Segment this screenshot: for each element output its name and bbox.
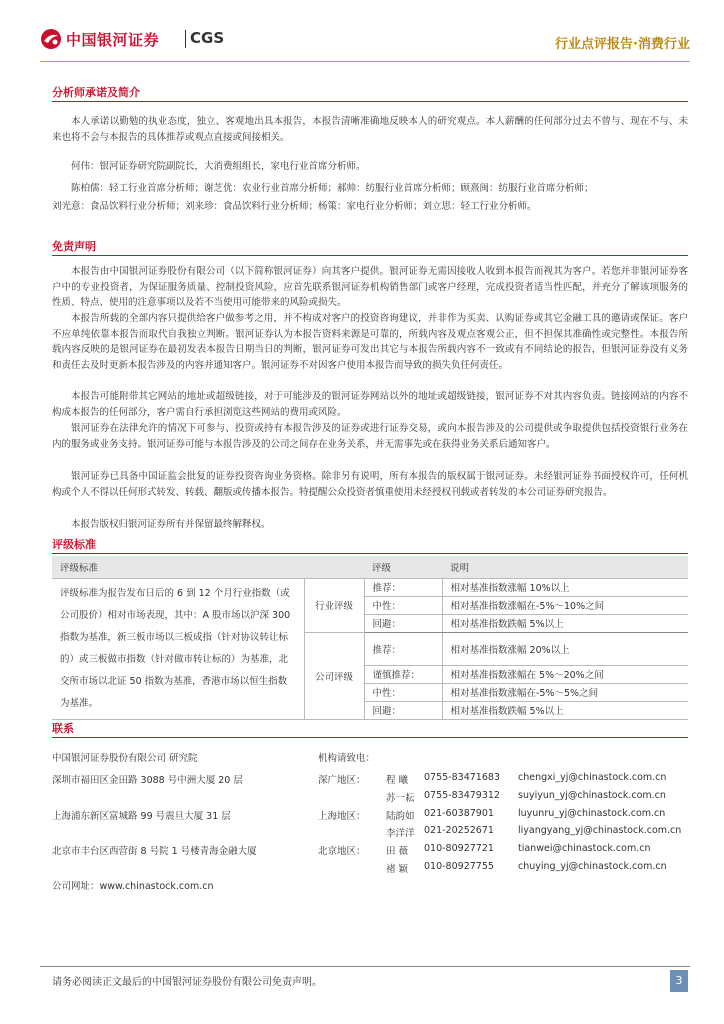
industry-rating-desc: 相对基准指数跌幅 5%以上 (442, 614, 688, 632)
contact-email[interactable]: chengxi_yj@chinastock.com.cn (518, 772, 667, 783)
company-rating-name: 中性： (364, 683, 442, 701)
footer-disclaimer-note: 请务必阅读正文最后的中国银河证券股份有限公司免责声明。 (52, 977, 322, 988)
analyst-section-rule (52, 101, 688, 102)
address-beijing: 北京市丰台区西营街 8 号院 1 号楼青海金融大厦 (52, 846, 257, 857)
industry-rating-desc: 相对基准指数涨幅在-5%～10%之间 (442, 596, 688, 614)
company-rating-name: 回避： (364, 701, 442, 719)
contact-phone[interactable]: 021-20252671 (424, 825, 494, 836)
contacts-section-rule (52, 737, 688, 738)
logo-chinese-name: 中国银河证券 (66, 31, 160, 49)
contact-phone[interactable]: 021-60387901 (424, 808, 494, 819)
rating-table-header (52, 556, 688, 578)
disclaimer-paragraph-6: 本报告版权归银河证券所有并保留最终解释权。 (71, 519, 271, 530)
contact-region: 上海地区： (318, 811, 366, 822)
company-rating-name: 推荐： (364, 632, 442, 665)
contact-region: 深广地区： (318, 775, 366, 786)
rating-header-description: 说明 (442, 556, 688, 578)
disclaimer-paragraph-5: 银河证券已具备中国证监会批复的证券投资咨询业务资格。除非另有说明，所有本报告的版权属于银河证券。未经银河证券书面授权许可，任何机构或个人不得以任何形式转发、转载、翻版或传播本报告。特提醒公众投资者慎重使用未经授权刊载或者转发的本公司证券研究报告。 (52, 471, 688, 498)
sales-contact-label: 机构请致电： (318, 753, 376, 764)
address-shanghai: 上海浦东新区富城路 99 号震旦大厦 31 层 (52, 811, 231, 822)
industry-rating-desc: 相对基准指数涨幅 10%以上 (442, 578, 688, 596)
contact-name: 程 曦 (386, 775, 409, 786)
contact-phone[interactable]: 0755-83471683 (424, 772, 500, 783)
contact-email[interactable]: chuying_yj@chinastock.com.cn (518, 861, 667, 872)
industry-rating-name: 中性： (364, 596, 442, 614)
research-institute-name: 中国银河证券股份有限公司 研究院 (52, 753, 198, 764)
company-website[interactable]: 公司网址：www.chinastock.com.cn (52, 881, 214, 892)
disclaimer-paragraph-4: 银河证券在法律允许的情况下可参与、投资或持有本报告涉及的证券或进行证券交易，或向本报告涉及的公司提供或争取提供包括投资银行业务在内的服务或业务支持。银河证券可能与本报告涉及的公司之间存在业务关系，并无需事先或在获得业务关系后通知客户。 (52, 423, 688, 450)
contact-email[interactable]: luyunru_yj@chinastock.com.cn (518, 808, 666, 819)
rating-header-rating: 评级 (364, 556, 442, 578)
analyst-list-line-2: 刘光意：食品饮料行业分析师；刘来珍：食品饮料行业分析师；杨策：家电行业分析师；刘立思：轻工行业分析师。 (52, 201, 537, 212)
address-shenzhen: 深圳市福田区金田路 3088 号中洲大厦 20 层 (52, 775, 243, 786)
company-rating-desc: 相对基准指数涨幅 20%以上 (442, 632, 688, 665)
company-rating-desc: 相对基准指数跌幅 5%以上 (442, 701, 688, 719)
analyst-section-title: 分析师承诺及简介 (52, 86, 140, 99)
contact-phone[interactable]: 0755-83479312 (424, 790, 500, 801)
industry-rating-name: 推荐： (364, 578, 442, 596)
contact-email[interactable]: liyangyang_yj@chinastock.com.cn (518, 825, 682, 836)
lead-analyst-bio: 何伟：银河证券研究院副院长，大消费组组长，家电行业首席分析师。 (71, 161, 366, 172)
disclaimer-section-rule (52, 255, 688, 256)
company-rating-desc: 相对基准指数涨幅在 5%～20%之间 (442, 665, 688, 683)
disclaimer-section-title: 免责声明 (52, 240, 96, 253)
header-divider (40, 61, 690, 62)
cgs-logo-icon (40, 28, 62, 50)
contact-phone[interactable]: 010-80927721 (424, 843, 494, 854)
company-rating-name: 谨慎推荐： (364, 665, 442, 683)
disclaimer-paragraph-1: 本报告由中国银河证券股份有限公司（以下简称银河证券）向其客户提供。银河证券无需因接收人收到本报告而视其为客户。若您并非银河证券客户中的专业投资者，为保证服务质量、控制投资风险，应首先联系银河证券机构销售部门或客户经理，完成投资者适当性匹配，并充分了解该项服务的性质、特点、使用的注意事项以及若不当使用可能带来的风险或损失。 (52, 266, 688, 308)
company-rating-desc: 相对基准指数涨幅在-5%～5%之间 (442, 683, 688, 701)
contact-email[interactable]: suyiyun_yj@chinastock.com.cn (518, 790, 666, 801)
analyst-list-line-1: 陈柏儒：轻工行业首席分析师；谢芝优：农业行业首席分析师；郝帅：纺服行业首席分析师；顾熹闽：纺服行业首席分析师； (71, 183, 594, 194)
contact-name: 陆韵如 (386, 811, 415, 822)
table-row (52, 578, 688, 596)
contact-region: 北京地区： (318, 846, 366, 857)
rating-standard-text: 评级标准为报告发布日后的 6 到 12 个月行业指数（或公司股价）相对市场表现，其中：A 股市场以沪深 300 指数为基准，新三板市场以三板成指（针对协议转让标的）或三板做市指数（针对做市转让标的）为基准，北交所市场以北证 50 指数为基准，香港市场以恒生指数为基准。 (52, 578, 304, 719)
rating-header-standard: 评级标准 (52, 556, 304, 578)
industry-rating-name: 回避： (364, 614, 442, 632)
contact-email[interactable]: tianwei@chinastock.com.cn (518, 843, 651, 854)
company-rating-label: 公司评级 (304, 632, 364, 719)
footer-divider (40, 966, 690, 967)
rating-header-blank (304, 556, 364, 578)
disclaimer-paragraph-2: 本报告所载的全部内容只提供给客户做参考之用，并不构成对客户的投资咨询建议，并非作为买卖、认购证券或其它金融工具的邀请或保证。客户不应单纯依靠本报告而取代自我独立判断。银河证券认为本报告资料来源是可靠的，所载内容及观点客观公正，但不担保其准确性或完整性。本报告所载内容反映的是银河证券在最初发表本报告日期当日的判断，银河证券可发出其它与本报告所载内容不一致或有不同结论的报告，但银河证券没有义务和责任去及时更新本报告涉及的内容并通知客户。银河证券不对因客户使用本报告而导致的损失负任何责任。 (52, 313, 688, 371)
contact-name: 褚 颖 (386, 864, 409, 875)
logo-english-name: CGS (190, 29, 225, 47)
contacts-section-title: 联系 (52, 722, 74, 735)
logo-divider (185, 30, 186, 48)
rating-section-title: 评级标准 (52, 538, 96, 551)
page-number: 3 (670, 970, 688, 992)
contact-phone[interactable]: 010-80927755 (424, 861, 494, 872)
report-type-label: 行业点评报告·消费行业 (555, 37, 690, 52)
analyst-statement: 本人承诺以勤勉的执业态度，独立、客观地出具本报告，本报告清晰准确地反映本人的研究观点。本人薪酬的任何部分过去不曾与、现在不与、未来也将不会与本报告的具体推荐或观点直接或间接相关。 (52, 116, 688, 143)
contact-name: 李洋洋 (386, 828, 415, 839)
rating-section-rule (52, 553, 688, 554)
contact-name: 苏一耘 (386, 793, 415, 804)
industry-rating-label: 行业评级 (304, 578, 364, 632)
rating-table (52, 556, 688, 720)
disclaimer-paragraph-3: 本报告可能附带其它网站的地址或超级链接，对于可能涉及的银河证券网站以外的地址或超级链接，银河证券不对其内容负责。链接网站的内容不构成本报告的任何部分，客户需自行承担浏览这些网站的费用或风险。 (52, 391, 688, 418)
contact-name: 田 薇 (386, 846, 409, 857)
